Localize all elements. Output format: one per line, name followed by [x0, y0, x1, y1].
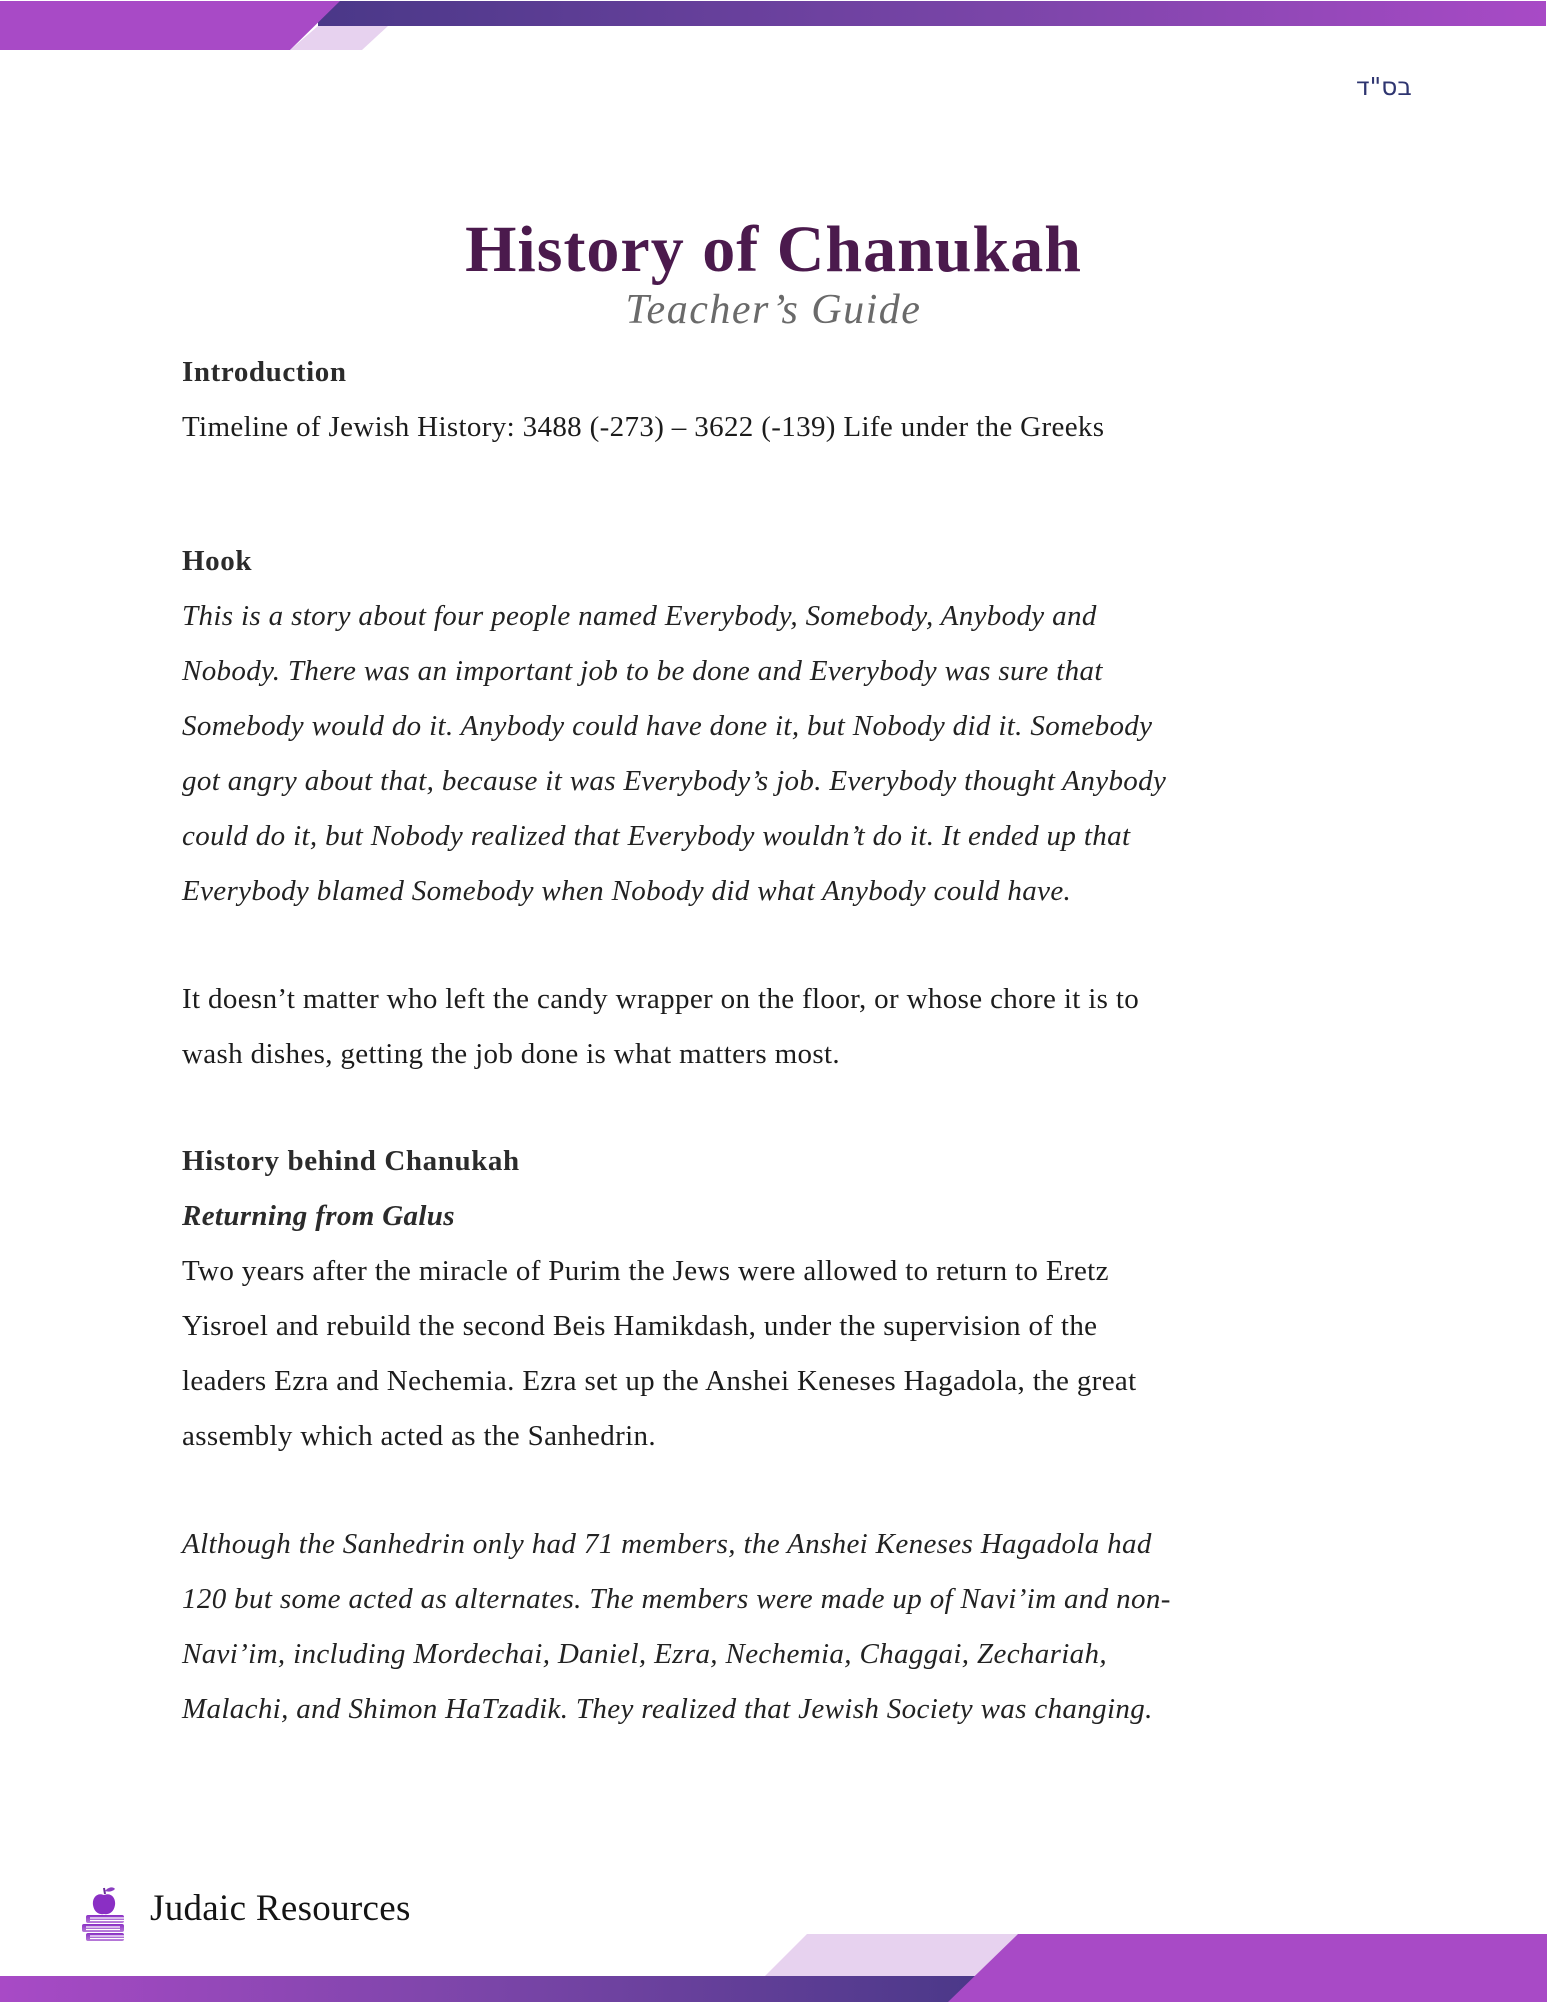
bottom-banner-decoration: [0, 1930, 1547, 2002]
footer-brand-name: Judaic Resources: [150, 1888, 411, 1929]
history-paragraph-line: Yisroel and rebuild the second Beis Hamikdash, under the supervision of the: [182, 1310, 1098, 1342]
hook-story-line: Everybody blamed Somebody when Nobody did what Anybody could have.: [182, 875, 1072, 907]
history-paragraph-line: assembly which acted as the Sanhedrin.: [182, 1420, 656, 1452]
hook-story-line: Somebody would do it. Anybody could have done it, but Nobody did it. Somebody: [182, 710, 1153, 742]
subheading-returning-from-galus: Returning from Galus: [182, 1200, 455, 1232]
section-heading-history: History behind Chanukah: [182, 1145, 520, 1177]
page-subtitle: Teacher’s Guide: [625, 287, 922, 333]
hook-story-line: got angry about that, because it was Everybody’s job. Everybody thought Anybody: [182, 765, 1167, 797]
history-note-line: 120 but some acted as alternates. The members were made up of Navi’im and non-: [182, 1583, 1171, 1615]
timeline-text: Timeline of Jewish History: 3488 (-273) – 3622 (-139) Life under the Greeks: [182, 411, 1105, 443]
history-note-line: Although the Sanhedrin only had 71 members, the Anshei Keneses Hagadola had: [182, 1528, 1152, 1560]
history-note-line: Malachi, and Shimon HaTzadik. They realized that Jewish Society was changing.: [182, 1693, 1153, 1725]
hook-lesson-line: It doesn’t matter who left the candy wrapper on the floor, or whose chore it is to: [182, 983, 1140, 1015]
page-title: History of Chanukah: [465, 213, 1082, 286]
section-heading-introduction: Introduction: [182, 356, 347, 388]
top-banner-decoration: [0, 0, 1547, 60]
hook-story-line: could do it, but Nobody realized that Everybody wouldn’t do it. It ended up that: [182, 820, 1131, 852]
hook-story-line: This is a story about four people named Everybody, Somebody, Anybody and: [182, 600, 1097, 632]
history-paragraph-line: Two years after the miracle of Purim the Jews were allowed to return to Eretz: [182, 1255, 1109, 1287]
history-paragraph-line: leaders Ezra and Nechemia. Ezra set up the Anshei Keneses Hagadola, the great: [182, 1365, 1137, 1397]
section-heading-hook: Hook: [182, 545, 253, 577]
hook-lesson-line: wash dishes, getting the job done is what matters most.: [182, 1038, 840, 1070]
bsd-mark: בס"ד: [1356, 72, 1412, 101]
hook-story-line: Nobody. There was an important job to be done and Everybody was sure that: [182, 655, 1103, 687]
history-note-line: Navi’im, including Mordechai, Daniel, Ezra, Nechemia, Chaggai, Zechariah,: [182, 1638, 1107, 1670]
